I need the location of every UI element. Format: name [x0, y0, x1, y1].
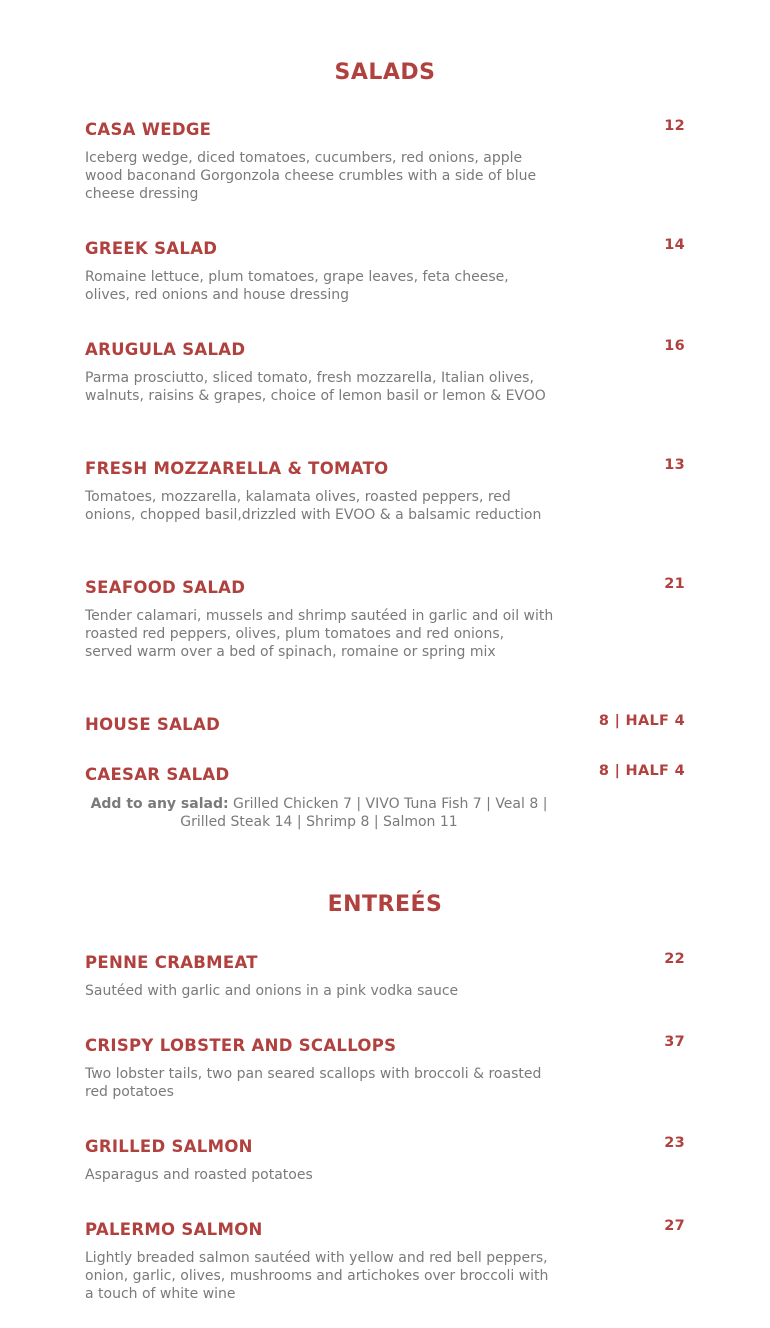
item-name: FRESH MOZZARELLA & TOMATO	[85, 459, 389, 478]
salads-section-title: SALADS	[334, 60, 436, 85]
item-name: SEAFOOD SALAD	[85, 578, 246, 597]
item-price: 23	[664, 1135, 685, 1151]
item-price: 13	[664, 457, 685, 473]
entrees-section-title: ENTREÉS	[327, 892, 443, 917]
menu-item-house-salad	[85, 715, 685, 735]
item-description: Romaine lettuce, plum tomatoes, grape leaves, feta cheese, olives, red onions and house dressing	[85, 269, 509, 303]
item-price: 21	[664, 576, 685, 592]
item-description: Sautéed with garlic and onions in a pink vodka sauce	[85, 983, 459, 999]
item-price: 8 | HALF 4	[598, 713, 685, 729]
item-name: GRILLED SALMON	[85, 1137, 253, 1156]
item-price: 27	[664, 1218, 685, 1234]
menu-item-arugula-salad	[85, 340, 685, 405]
item-name: CASA WEDGE	[85, 120, 212, 139]
item-name: PALERMO SALMON	[85, 1220, 263, 1239]
item-name: PENNE CRABMEAT	[85, 953, 258, 972]
item-name: ARUGULA SALAD	[85, 340, 246, 359]
item-name: CRISPY LOBSTER AND SCALLOPS	[85, 1036, 397, 1055]
menu-item-penne-crabmeat	[85, 953, 685, 1000]
item-price: 14	[664, 237, 685, 253]
menu-item-palermo-salmon	[85, 1220, 685, 1303]
menu-item-caesar-salad	[85, 765, 685, 785]
menu-item-fresh-mozzarella-tomato	[85, 459, 685, 524]
item-description: Iceberg wedge, diced tomatoes, cucumbers, red onions, apple wood baconand Gorgonzola cheese crumbles with a side of blue cheese dressing	[85, 150, 537, 202]
item-price: 16	[664, 338, 685, 354]
item-description: Parma prosciutto, sliced tomato, fresh mozzarella, Italian olives, walnuts, raisins & grapes, choice of lemon basil or lemon & EVOO	[85, 370, 546, 404]
menu-item-greek-salad	[85, 239, 685, 304]
item-description: Tender calamari, mussels and shrimp sautéed in garlic and oil with roasted red peppers, olives, plum tomatoes and red onions, served warm over a bed of spinach, romaine or spring mix	[85, 608, 554, 660]
item-price: 12	[664, 118, 685, 134]
item-price: 8 | HALF 4	[598, 763, 685, 779]
menu-item-seafood-salad	[85, 578, 685, 661]
item-price: 37	[664, 1034, 685, 1050]
addons-options: Grilled Chicken 7 | VIVO Tuna Fish 7 | Veal 8 | Grilled Steak 14 | Shrimp 8 | Salmon 11	[180, 796, 548, 830]
item-description: Asparagus and roasted potatoes	[85, 1167, 313, 1183]
menu-item-casa-wedge	[85, 120, 685, 203]
item-name: HOUSE SALAD	[85, 715, 221, 734]
menu-item-grilled-salmon	[85, 1137, 685, 1184]
item-description: Lightly breaded salmon sautéed with yellow and red bell peppers, onion, garlic, olives, mushrooms and artichokes over broccoli with a touch of white wine	[85, 1250, 549, 1302]
item-price: 22	[664, 951, 685, 967]
salad-addons-note	[85, 795, 553, 831]
item-name: CAESAR SALAD	[85, 765, 230, 784]
addons-label: Add to any salad:	[90, 796, 229, 812]
menu-item-crispy-lobster-scallops	[85, 1036, 685, 1101]
item-name: GREEK SALAD	[85, 239, 218, 258]
item-description: Two lobster tails, two pan seared scallops with broccoli & roasted red potatoes	[85, 1066, 542, 1100]
item-description: Tomatoes, mozzarella, kalamata olives, roasted peppers, red onions, chopped basil,drizzled with EVOO & a balsamic reduction	[85, 489, 542, 523]
